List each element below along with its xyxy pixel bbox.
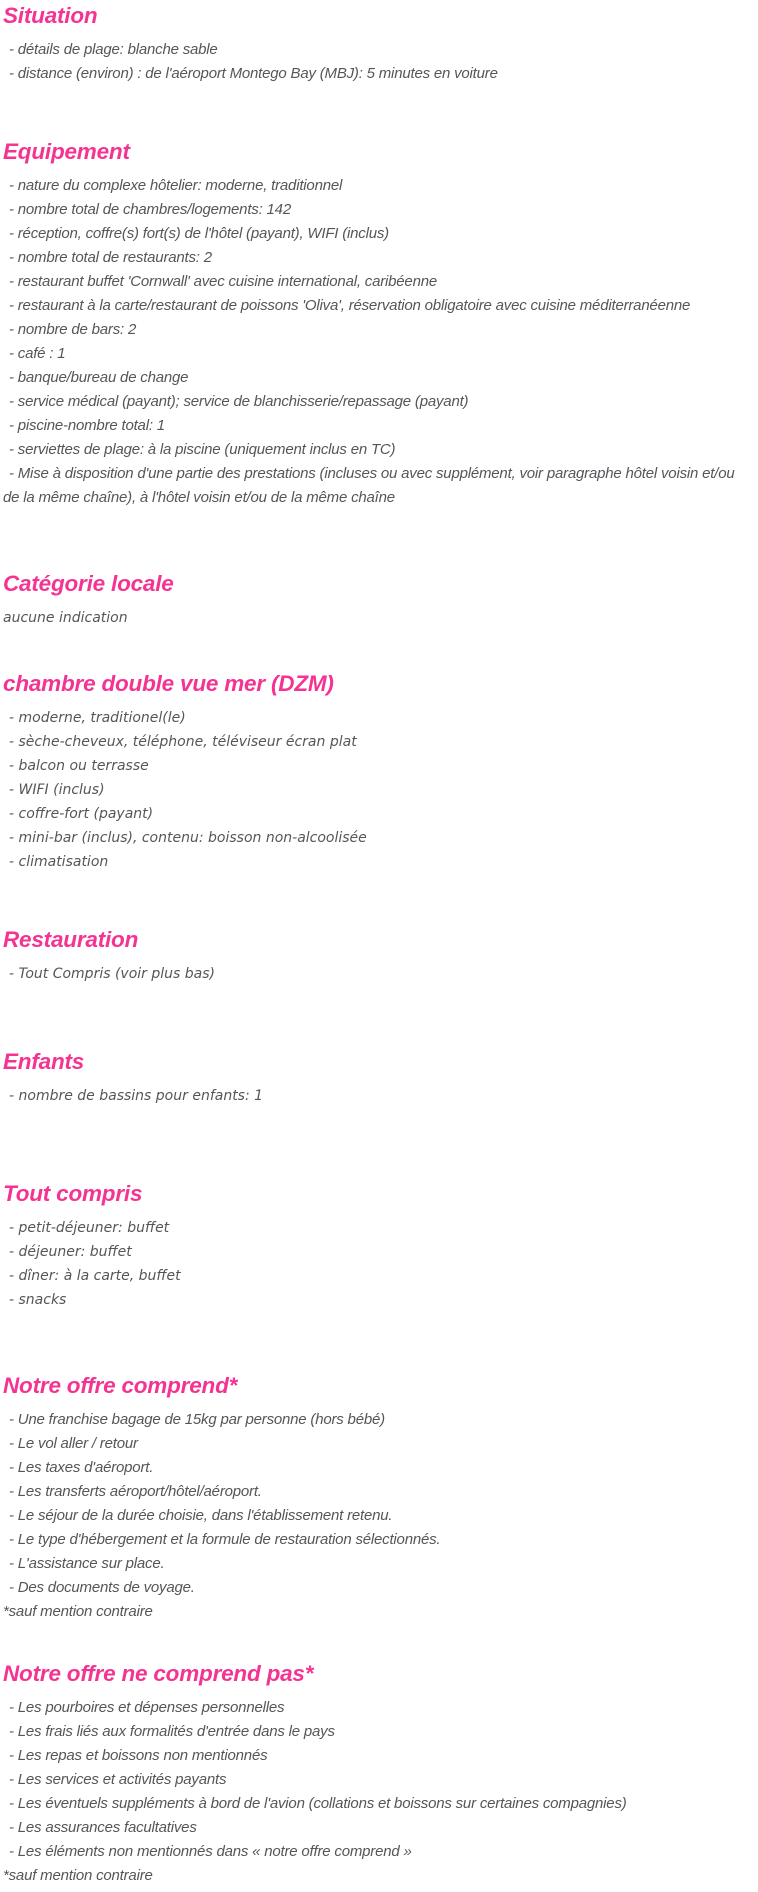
list-item: - Les repas et boissons non mentionnés — [9, 1747, 268, 1764]
list-item: - piscine-nombre total: 1 — [9, 417, 165, 434]
section-heading: Notre offre ne comprend pas* — [3, 1661, 314, 1686]
section-notre-offre-comprend — [3, 1372, 748, 1624]
list-item: - Les services et activités payants — [9, 1771, 227, 1788]
list-item: - nombre total de chambres/logements: 142 — [9, 201, 291, 218]
list-item: - serviettes de plage: à la piscine (uniquement inclus en TC) — [9, 441, 396, 458]
list-item: - nombre de bars: 2 — [9, 321, 137, 338]
list-item: - Les transferts aéroport/hôtel/aéroport. — [9, 1483, 262, 1500]
section-items — [3, 38, 748, 86]
list-item: - Les éventuels suppléments à bord de l'avion (collations et boissons sur certaines compagnies) — [9, 1795, 627, 1812]
list-item: - nombre total de restaurants: 2 — [9, 249, 212, 266]
list-item: - dîner: à la carte, buffet — [9, 1268, 181, 1284]
list-item: - petit-déjeuner: buffet — [9, 1220, 170, 1236]
list-item: - Le type d'hébergement et la formule de restauration sélectionnés. — [9, 1531, 441, 1548]
list-item: - mini-bar (inclus), contenu: boisson non-alcoolisée — [9, 830, 367, 846]
list-item: - Tout Compris (voir plus bas) — [9, 966, 215, 982]
section-chambre-double-vue-mer-dzm — [3, 670, 748, 874]
section-note: aucune indication — [3, 610, 128, 626]
section-equipement — [3, 138, 748, 510]
section-items — [3, 1408, 748, 1624]
section-heading: Situation — [3, 3, 98, 28]
list-item: - climatisation — [9, 854, 109, 870]
section-heading: chambre double vue mer (DZM) — [3, 671, 334, 696]
section-notre-offre-ne-comprend-pas — [3, 1660, 748, 1888]
list-item: - Le séjour de la durée choisie, dans l'établissement retenu. — [9, 1507, 393, 1524]
list-item: - Les pourboires et dépenses personnelles — [9, 1699, 285, 1716]
list-item: - déjeuner: buffet — [9, 1244, 132, 1260]
list-item: - Les assurances facultatives — [9, 1819, 197, 1836]
section-heading: Enfants — [3, 1049, 85, 1074]
section-items — [3, 706, 748, 874]
list-item: - WIFI (inclus) — [9, 782, 105, 798]
section-items — [3, 174, 748, 510]
section-tout-compris — [3, 1180, 748, 1312]
list-item: - Mise à disposition d'une partie des prestations (incluses ou avec supplément, voir paragraphe hôtel voisin et/ou de la même chaîne), à l'hôtel voisin et/ou de la même chaîne — [3, 465, 735, 506]
list-item: - sèche-cheveux, téléphone, téléviseur écran plat — [9, 734, 357, 750]
section-heading: Equipement — [3, 139, 130, 164]
section-note: *sauf mention contraire — [3, 1867, 153, 1884]
list-item: - Une franchise bagage de 15kg par personne (hors bébé) — [9, 1411, 385, 1428]
section-items — [3, 1696, 748, 1888]
list-item: - café : 1 — [9, 345, 66, 362]
list-item: - restaurant buffet 'Cornwall' avec cuisine international, caribéenne — [9, 273, 438, 290]
list-item: - coffre-fort (payant) — [9, 806, 154, 822]
section-enfants — [3, 1048, 748, 1108]
list-item: - détails de plage: blanche sable — [9, 41, 218, 58]
section-items — [3, 962, 748, 986]
section-items — [3, 1084, 748, 1108]
section-heading: Notre offre comprend* — [3, 1373, 238, 1398]
section-situation — [3, 2, 748, 86]
section-items — [3, 606, 748, 630]
list-item: - L'assistance sur place. — [9, 1555, 165, 1572]
section-restauration — [3, 926, 748, 986]
section-heading: Restauration — [3, 927, 139, 952]
list-item: - distance (environ) : de l'aéroport Montego Bay (MBJ): 5 minutes en voiture — [9, 65, 498, 82]
list-item: - Des documents de voyage. — [9, 1579, 195, 1596]
section-heading: Catégorie locale — [3, 571, 174, 596]
list-item: - restaurant à la carte/restaurant de poissons 'Oliva', réservation obligatoire avec cuisine méditerranéenne — [9, 297, 691, 314]
list-item: - Le vol aller / retour — [9, 1435, 138, 1452]
list-item: - réception, coffre(s) fort(s) de l'hôtel (payant), WIFI (inclus) — [9, 225, 389, 242]
list-item: - banque/bureau de change — [9, 369, 189, 386]
list-item: - Les frais liés aux formalités d'entrée dans le pays — [9, 1723, 335, 1740]
section-note: *sauf mention contraire — [3, 1603, 153, 1620]
section-heading: Tout compris — [3, 1181, 143, 1206]
list-item: - moderne, traditionel(le) — [9, 710, 186, 726]
list-item: - nombre de bassins pour enfants: 1 — [9, 1088, 264, 1104]
list-item: - snacks — [9, 1292, 67, 1308]
list-item: - nature du complexe hôtelier: moderne, traditionnel — [9, 177, 343, 194]
list-item: - service médical (payant); service de blanchisserie/repassage (payant) — [9, 393, 469, 410]
section-categorie-locale — [3, 570, 748, 630]
section-items — [3, 1216, 748, 1312]
list-item: - balcon ou terrasse — [9, 758, 149, 774]
list-item: - Les taxes d'aéroport. — [9, 1459, 154, 1476]
list-item: - Les éléments non mentionnés dans « notre offre comprend » — [9, 1843, 412, 1860]
